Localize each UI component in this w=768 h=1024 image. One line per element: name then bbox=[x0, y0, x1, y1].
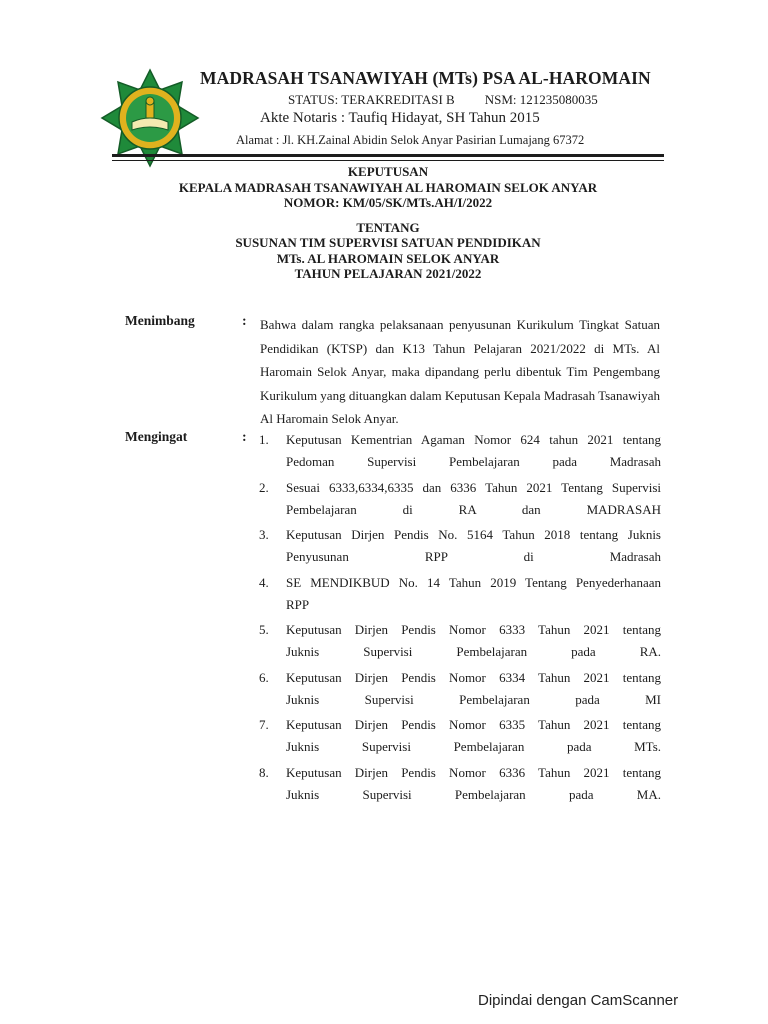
list-item-line: Keputusan Dirjen Pendis Nomor 6334 Tahun 2021 tentang bbox=[286, 669, 661, 685]
recalling-colon: : bbox=[242, 430, 247, 445]
institution-name: MADRASAH TSANAWIYAH (MTs) PSA AL-HAROMAIN bbox=[200, 68, 651, 88]
status-line bbox=[288, 92, 598, 108]
scanner-watermark: Dipindai dengan CamScanner bbox=[478, 992, 679, 1009]
list-item bbox=[259, 572, 661, 616]
recalling-list bbox=[259, 429, 661, 809]
considering-label: Menimbang bbox=[125, 313, 195, 328]
list-item-line: Sesuai 6333,6334,6335 dan 6336 Tahun 2021 Tentang Supervisi bbox=[286, 479, 661, 495]
list-item-line: Keputusan Dirjen Pendis Nomor 6333 Tahun 2021 tentang bbox=[286, 622, 661, 637]
notary-deed: Akte Notaris : Taufiq Hidayat, SH Tahun 2015 bbox=[260, 110, 540, 126]
nsm-number: NSM: 121235080035 bbox=[484, 92, 598, 107]
list-item-number: 2. bbox=[259, 479, 269, 495]
list-item-line: Keputusan Dirjen Pendis Nomor 6335 Tahun 2021 tentang bbox=[286, 717, 661, 732]
list-item-line: Juknis Supervisi Pembelajaran pada RA. bbox=[286, 644, 661, 659]
list-item-line: Keputusan Dirjen Pendis No. 5164 Tahun 2018 tentang Juknis bbox=[286, 527, 661, 542]
list-item bbox=[259, 762, 661, 806]
list-item bbox=[259, 667, 661, 711]
decree-title-block bbox=[112, 164, 664, 282]
decree-heading: KEPUTUSAN bbox=[347, 164, 429, 179]
list-item-line: SE MENDIKBUD No. 14 Tahun 2019 Tentang Penyederhanaan bbox=[286, 574, 661, 590]
list-item-line: Keputusan Dirjen Pendis Nomor 6336 Tahun 2021 tentang bbox=[286, 764, 661, 780]
list-item-line: Juknis Supervisi Pembelajaran pada MA. bbox=[286, 786, 661, 802]
list-item-number: 8. bbox=[259, 764, 269, 780]
list-item-line: Keputusan Kementrian Agaman Nomor 624 tahun 2021 tentang bbox=[286, 432, 661, 447]
list-item-number: 6. bbox=[259, 669, 269, 685]
recalling-label: Mengingat bbox=[125, 429, 188, 444]
considering-text: Bahwa dalam rangka pelaksanaan penyusunan Kurikulum Tingkat Satuan Pendidikan (KTSP) dan K13 Tahun Pelajaran 2021/2022 di MTs. Al Haromain Selok Anyar, maka dipandang perlu dibentuk Tim Pengembang Kurikulum yang dituangkan dalam Keputusan Kepala Madrasah Tsanawiyah Al Haromain Selok Anyar. bbox=[260, 317, 660, 427]
list-item bbox=[259, 477, 661, 521]
list-item-number: 3. bbox=[259, 527, 269, 542]
list-item-number: 1. bbox=[259, 432, 269, 447]
decree-issuer: KEPALA MADRASAH TSANAWIYAH AL HAROMAIN SELOK ANYAR bbox=[178, 179, 598, 195]
list-item-line: RPP bbox=[286, 596, 310, 612]
list-item-line: Penyusunan RPP di Madrasah bbox=[286, 549, 661, 564]
list-item bbox=[259, 619, 661, 663]
list-item-line: Pedoman Supervisi Pembelajaran pada Madrasah bbox=[286, 454, 661, 469]
decree-school: MTs. AL HAROMAIN SELOK ANYAR bbox=[276, 250, 500, 266]
title-spacer bbox=[112, 211, 664, 220]
list-item-number: 5. bbox=[259, 622, 269, 637]
list-item bbox=[259, 524, 661, 568]
accreditation-status: STATUS: TERAKREDITASI B bbox=[288, 92, 455, 107]
list-item-line: Juknis Supervisi Pembelajaran pada MI bbox=[286, 691, 661, 707]
emblem-dome-shape bbox=[146, 97, 154, 105]
decree-number: NOMOR: KM/05/SK/MTs.AH/I/2022 bbox=[283, 195, 493, 210]
madrasah-emblem-logo bbox=[100, 68, 200, 168]
school-address: Alamat : Jl. KH.Zainal Abidin Selok Anyar Pasirian Lumajang 67372 bbox=[236, 133, 585, 147]
list-item bbox=[259, 429, 661, 473]
decree-subject: SUSUNAN TIM SUPERVISI SATUAN PENDIDIKAN bbox=[235, 235, 541, 250]
decree-about-label: TENTANG bbox=[356, 219, 420, 235]
list-item bbox=[259, 714, 661, 758]
list-item-number: 7. bbox=[259, 717, 269, 732]
letterhead-divider-thin bbox=[112, 160, 664, 161]
list-item-number: 4. bbox=[259, 574, 269, 590]
letterhead-divider-thick bbox=[112, 154, 664, 157]
decree-year: TAHUN PELAJARAN 2021/2022 bbox=[294, 266, 482, 281]
list-item-line: Pembelajaran di RA dan MADRASAH bbox=[286, 501, 661, 517]
list-item-line: Juknis Supervisi Pembelajaran pada MTs. bbox=[286, 739, 661, 754]
considering-colon: : bbox=[242, 314, 247, 329]
